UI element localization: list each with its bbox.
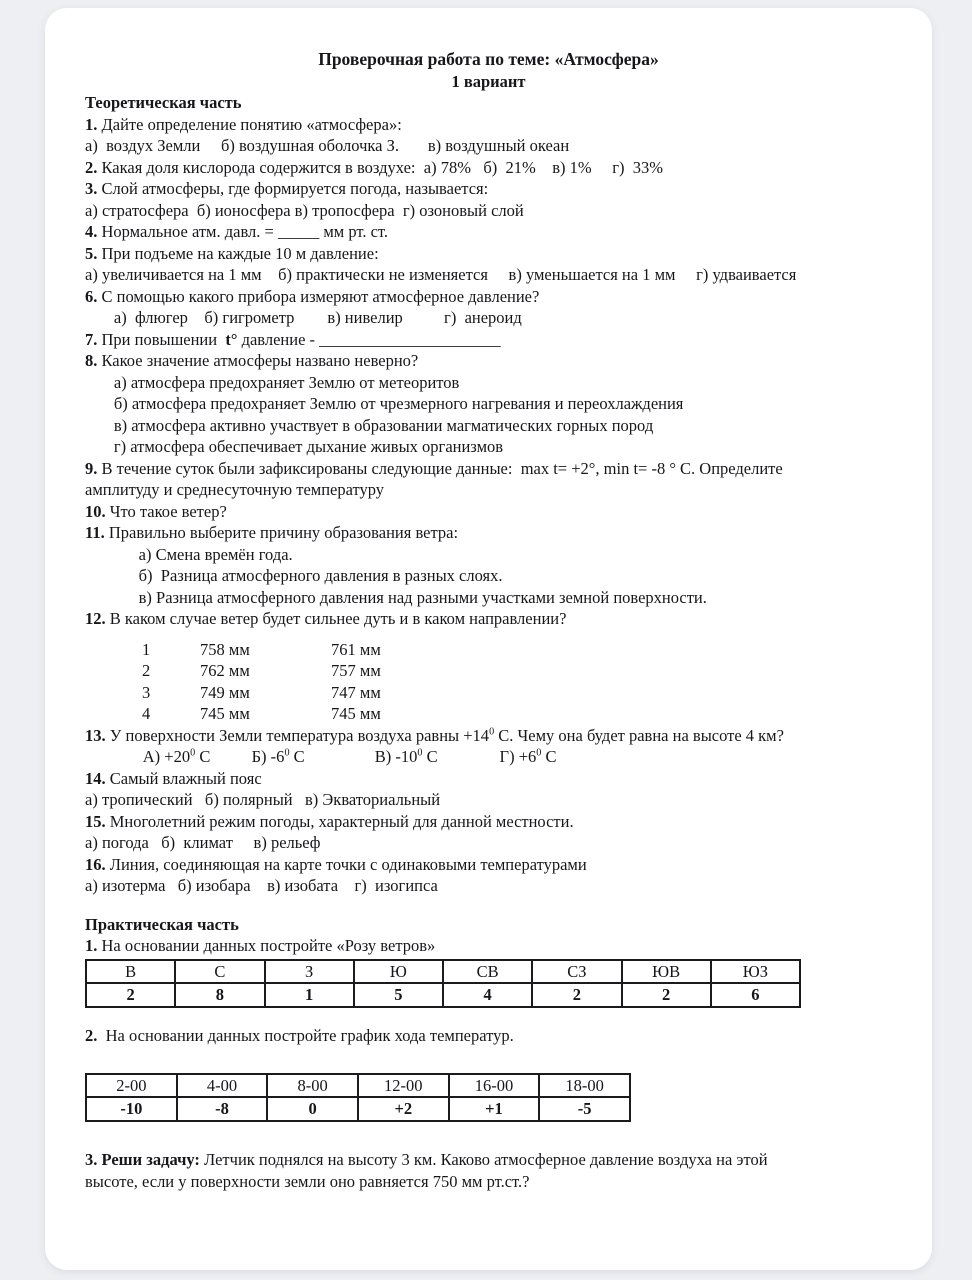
question-line — [85, 372, 892, 394]
question-line — [85, 200, 892, 222]
text-segment: 2. — [85, 157, 98, 177]
text-segment: 9. — [85, 458, 98, 478]
text-segment: t° — [225, 329, 238, 349]
text-segment: 11. — [85, 523, 105, 542]
question-line — [85, 458, 892, 480]
wind-direction-header-cell: ЮЗ — [711, 960, 800, 984]
practice-section-heading: Практическая часть — [85, 914, 239, 934]
question-line — [85, 157, 892, 179]
text-segment: а) атмосфера предохраняет Землю от метеоритов — [85, 372, 460, 392]
document-card — [45, 8, 932, 1270]
wind-direction-header-cell: В — [86, 960, 175, 984]
document-content — [45, 8, 932, 1192]
wind-direction-header-cell: СЗ — [532, 960, 621, 984]
text-segment: На основании данных постройте график хода температур. — [97, 1026, 514, 1045]
text-segment: При повышении — [97, 329, 226, 349]
text-segment: С помощью какого прибора измеряют атмосферное давление? — [97, 286, 540, 306]
point-number: 3 — [142, 682, 151, 702]
text-segment: На основании данных постройте «Розу ветров» — [97, 936, 436, 955]
text-segment: а) тропический б) полярный в) Экваториальный — [85, 790, 441, 809]
pressure-value: 758 мм — [200, 639, 250, 659]
time-header-cell: 4-00 — [177, 1074, 268, 1098]
table-header-row — [86, 960, 800, 984]
variant-subtitle: 1 вариант — [451, 71, 526, 91]
question-line — [85, 587, 892, 609]
text-segment: Дайте определение понятию «атмосфера»: — [97, 114, 402, 134]
text-segment: а) изотерма б) изобара в) изобата г) изогипса — [85, 876, 438, 895]
pressure-value: 745 мм — [331, 704, 381, 723]
wind-count-cell: 5 — [354, 983, 443, 1007]
pressure-row — [85, 639, 892, 661]
question-line — [85, 565, 892, 587]
text-segment: Что такое ветер? — [105, 501, 227, 521]
temperature-value-cell: +1 — [449, 1097, 540, 1121]
temperature-value-cell: -5 — [539, 1097, 630, 1121]
text-segment: а) увеличивается на 1 мм б) практически не изменяется в) уменьшается на 1 мм г) удваивается — [85, 265, 797, 284]
question-line — [85, 501, 892, 523]
pressure-row — [85, 682, 892, 704]
wind-count-cell: 2 — [86, 983, 175, 1007]
question-line — [85, 608, 892, 630]
text-segment: а) воздух Земли б) воздушная оболочка З. в) воздушный океан — [85, 136, 570, 155]
point-number: 4 — [142, 704, 151, 723]
wind-count-cell: 2 — [532, 983, 621, 1007]
question-line — [85, 264, 892, 286]
wind-direction-header-cell: СВ — [443, 960, 532, 984]
wind-direction-header-cell: ЮВ — [622, 960, 711, 984]
text-segment: При подъеме на каждые 10 м давление: — [97, 243, 379, 263]
text-segment: а) погода б) климат в) рельеф — [85, 833, 321, 852]
practice-task3-text — [85, 1149, 892, 1192]
text-segment: С. Чему она будет равна на высоте 4 км? — [494, 725, 784, 745]
text-segment: 12. — [85, 609, 106, 628]
temperature-value-cell: -8 — [177, 1097, 268, 1121]
temperature-value-cell: 0 — [267, 1097, 358, 1121]
text-segment: 1. — [85, 936, 98, 955]
pressure-value: 757 мм — [331, 661, 381, 680]
superscript-text: 0 — [417, 747, 423, 759]
text-segment: Многолетний режим погоды, характерный для данной местности. — [105, 811, 574, 831]
text-segment: А) +20 — [85, 747, 191, 766]
question-line — [85, 178, 892, 200]
time-header-cell: 8-00 — [267, 1074, 358, 1098]
text-segment: 16. — [85, 854, 106, 874]
document-title: Проверочная работа по теме: «Атмосфера» — [318, 49, 659, 69]
wind-rose-table — [85, 959, 801, 1009]
theory-questions — [85, 114, 892, 630]
question-line — [85, 114, 892, 136]
theory-section-heading: Теоретическая часть — [85, 93, 242, 112]
text-segment: 10. — [85, 501, 106, 521]
point-number: 2 — [142, 661, 151, 680]
question-line — [85, 221, 892, 243]
table-value-row — [86, 1097, 630, 1121]
superscript-text: 0 — [284, 747, 290, 759]
question-line — [85, 135, 892, 157]
wind-count-cell: 8 — [175, 983, 264, 1007]
question-line — [85, 479, 892, 501]
question-line — [85, 811, 892, 833]
question-line — [85, 832, 892, 854]
temperature-table — [85, 1073, 631, 1123]
text-segment: Слой атмосферы, где формируется погода, называется: — [97, 179, 489, 198]
point-number: 1 — [142, 639, 151, 659]
text-segment: Нормальное атм. давл. = _____ мм рт. ст. — [97, 222, 389, 241]
text-segment: амплитуду и среднесуточную температуру — [85, 480, 385, 499]
wind-direction-header-cell: Ю — [354, 960, 443, 984]
question-line — [85, 350, 892, 372]
superscript-text: 0 — [190, 747, 196, 759]
time-header-cell: 18-00 — [539, 1074, 630, 1098]
text-segment: С Б) -6 — [195, 747, 285, 766]
pressure-value: 747 мм — [331, 682, 381, 702]
task-text-line — [85, 1171, 892, 1193]
question-line — [85, 854, 892, 876]
text-segment: 1. — [85, 114, 98, 134]
text-segment: Правильно выберите причину образования ветра: — [104, 523, 459, 542]
pressure-value: 761 мм — [331, 639, 381, 659]
question-line — [85, 329, 892, 351]
text-segment: 2. — [85, 1026, 98, 1045]
text-segment: В течение суток были зафиксированы следующие данные: max t= +2°, min t= -8 ° С. Определите — [97, 458, 783, 478]
question-line — [85, 789, 892, 811]
question-line — [85, 522, 892, 544]
question-line — [85, 286, 892, 308]
table-value-row — [86, 983, 800, 1007]
superscript-text: 0 — [536, 747, 542, 759]
question-line — [85, 746, 892, 768]
temperature-value-cell: +2 — [358, 1097, 449, 1121]
wind-direction-header-cell: С — [175, 960, 264, 984]
text-segment: высоте, если у поверхности земли оно равняется 750 мм рт.ст.? — [85, 1171, 530, 1191]
text-segment: в) атмосфера активно участвует в образовании магматических горных пород — [85, 415, 654, 435]
question-line — [85, 768, 892, 790]
text-segment: 8. — [85, 351, 98, 370]
text-segment: а) Смена времён года. — [85, 544, 293, 564]
text-segment: 7. — [85, 329, 98, 349]
text-segment: Какое значение атмосферы названо неверно? — [97, 351, 419, 370]
question-line — [85, 307, 892, 329]
text-segment: Летчик поднялся на высоту 3 км. Каково атмосферное давление воздуха на этой — [199, 1150, 768, 1169]
wind-count-cell: 2 — [622, 983, 711, 1007]
question-line — [85, 436, 892, 458]
text-segment: г) атмосфера обеспечивает дыхание живых организмов — [85, 437, 504, 456]
text-segment: С Г) +6 — [422, 747, 537, 766]
question-line — [85, 544, 892, 566]
question-line — [85, 393, 892, 415]
text-segment: в) Разница атмосферного давления над разными участками земной поверхности. — [85, 587, 707, 607]
text-segment: С В) -10 — [289, 747, 418, 766]
text-segment: 4. — [85, 222, 98, 241]
pressure-value: 745 мм — [200, 704, 250, 723]
text-segment: 15. — [85, 811, 106, 831]
text-segment: 3. Реши задачу: — [85, 1150, 200, 1169]
question-line — [85, 243, 892, 265]
question-line — [85, 415, 892, 437]
wind-count-cell: 6 — [711, 983, 800, 1007]
text-segment: 5. — [85, 243, 98, 263]
text-segment: б) Разница атмосферного давления в разных слоях. — [85, 566, 503, 585]
table-header-row — [86, 1074, 630, 1098]
question-line — [85, 875, 892, 897]
temperature-value-cell: -10 — [86, 1097, 177, 1121]
wind-direction-header-cell: З — [265, 960, 354, 984]
text-segment: Какая доля кислорода содержится в воздухе: а) 78% б) 21% в) 1% г) 33% — [97, 157, 663, 177]
text-segment: Самый влажный пояс — [105, 768, 262, 788]
pressure-row — [85, 660, 892, 682]
text-segment: давление - ______________________ — [237, 329, 501, 349]
text-segment: 6. — [85, 286, 98, 306]
text-segment: а) флюгер б) гигрометр в) нивелир г) анероид — [85, 308, 522, 327]
superscript-text: 0 — [489, 726, 495, 737]
text-segment: С — [541, 747, 557, 766]
practice-task1-label — [85, 935, 892, 957]
pressure-value: 762 мм — [200, 661, 250, 680]
pressure-value: 749 мм — [200, 682, 250, 702]
theory-questions-tail — [85, 725, 892, 897]
wind-count-cell: 4 — [443, 983, 532, 1007]
practice-task2-label — [85, 1025, 892, 1047]
text-segment: В каком случае ветер будет сильнее дуть и в каком направлении? — [105, 609, 567, 628]
question-line — [85, 725, 892, 747]
pressure-row — [85, 703, 892, 725]
text-segment: 14. — [85, 768, 106, 788]
text-segment: б) атмосфера предохраняет Землю от чрезмерного нагревания и переохлаждения — [85, 394, 684, 413]
pressure-data-list — [85, 639, 892, 725]
text-segment: У поверхности Земли температура воздуха равны +14 — [105, 725, 490, 745]
time-header-cell: 12-00 — [358, 1074, 449, 1098]
task-text-line — [85, 1149, 892, 1171]
text-segment: а) стратосфера б) ионосфера в) тропосфера г) озоновый слой — [85, 200, 524, 220]
wind-count-cell: 1 — [265, 983, 354, 1007]
text-segment: 13. — [85, 725, 106, 745]
text-segment: Линия, соединяющая на карте точки с одинаковыми температурами — [105, 854, 587, 874]
time-header-cell: 2-00 — [86, 1074, 177, 1098]
time-header-cell: 16-00 — [449, 1074, 540, 1098]
text-segment: 3. — [85, 179, 98, 198]
